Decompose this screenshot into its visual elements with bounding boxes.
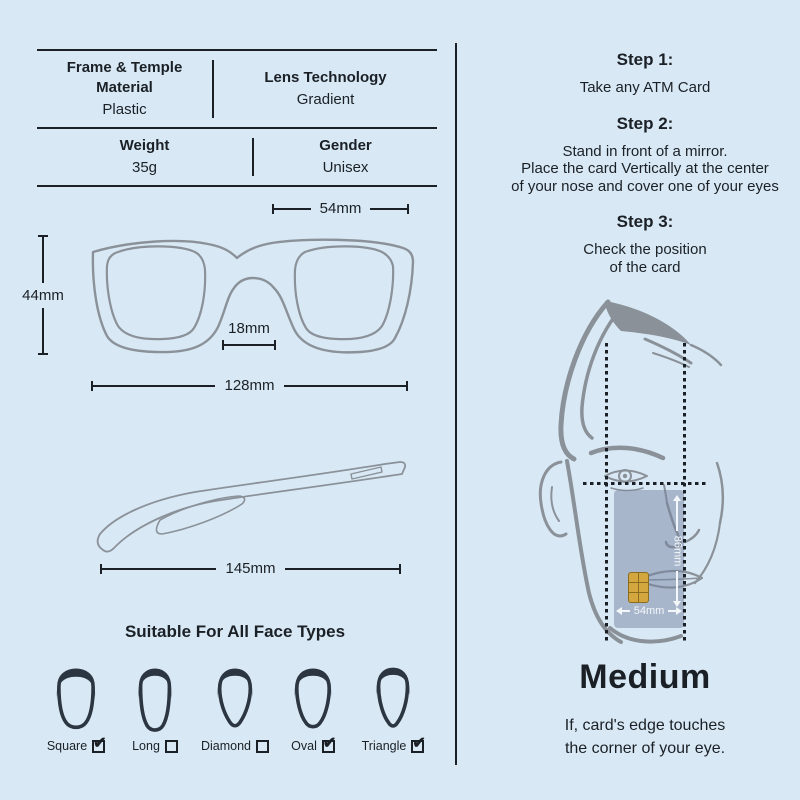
dim-line xyxy=(42,308,44,354)
face-type-oval xyxy=(271,734,355,753)
arrow-right-icon xyxy=(676,607,682,615)
hair xyxy=(218,669,253,698)
dim-line xyxy=(42,237,44,283)
dim-line xyxy=(622,610,630,612)
dotted-guide-left xyxy=(605,343,608,641)
dim-line xyxy=(93,385,215,387)
checkbox-square xyxy=(92,734,107,753)
spec-value: Unisex xyxy=(322,159,369,176)
spec-value: Gradient xyxy=(296,91,355,109)
pupil xyxy=(623,474,627,478)
frame-width-dimension xyxy=(91,378,408,393)
result-size: Medium xyxy=(579,658,711,696)
result-note-line: the corner of your eye. xyxy=(564,740,726,757)
temple-outline xyxy=(98,462,406,552)
ear-outline xyxy=(540,462,566,536)
result-note xyxy=(470,714,800,760)
dim-tick xyxy=(38,353,48,355)
face-type-label: Square xyxy=(46,739,88,753)
spec-cell-gender xyxy=(254,136,437,178)
dim-line xyxy=(274,208,311,210)
frame-width-label: 128mm xyxy=(224,377,275,394)
face-type-diamond xyxy=(193,739,277,753)
spec-table xyxy=(37,49,437,187)
step-text: Take any ATM Card xyxy=(579,79,711,96)
result-note-line: If, card's edge touches xyxy=(564,717,726,734)
hair xyxy=(295,669,331,698)
face-type-triangle xyxy=(351,734,435,753)
face-icon-long xyxy=(128,664,182,738)
face-types-heading: Suitable For All Face Types xyxy=(124,622,346,641)
check-icon: ✔ xyxy=(93,734,107,752)
hair-top xyxy=(605,301,691,345)
spec-cell-weight xyxy=(37,136,252,178)
right-cheek-line xyxy=(717,463,723,523)
lens-height-label: 44mm xyxy=(22,286,64,304)
checkbox-diamond xyxy=(256,740,269,753)
spec-cell-material xyxy=(37,58,212,120)
card-chip-icon xyxy=(628,572,649,603)
spec-value: Plastic xyxy=(102,101,147,118)
dim-line xyxy=(676,501,678,531)
step-2 xyxy=(470,114,800,196)
card-height-dimension xyxy=(670,495,684,607)
hair-right xyxy=(691,345,721,365)
check-icon: ✔ xyxy=(322,734,337,752)
left-lens-outline xyxy=(107,246,205,339)
face-type-label: Long xyxy=(132,739,160,753)
face-type-label: Triangle xyxy=(361,739,407,753)
dim-tick xyxy=(407,204,409,214)
card-height-label: 86mm xyxy=(671,535,683,567)
lens-width-label: 54mm xyxy=(319,200,362,217)
dim-line xyxy=(284,385,406,387)
step-title: Step 1: xyxy=(616,50,674,69)
face-icon-square xyxy=(49,664,103,738)
step-title: Step 3: xyxy=(616,212,674,231)
dim-tick xyxy=(274,340,276,350)
face-outline xyxy=(141,670,170,730)
spec-table-row xyxy=(37,51,437,129)
bridge-dimension xyxy=(222,320,276,350)
lens-height-dimension xyxy=(20,235,66,355)
bridge-label: 18mm xyxy=(228,320,270,337)
face-type-long xyxy=(113,739,197,753)
dim-line xyxy=(370,208,407,210)
step-1 xyxy=(470,50,800,97)
step-text: Check the position xyxy=(583,241,707,258)
temple-arm-sketch xyxy=(90,452,410,560)
dim-line xyxy=(224,344,274,346)
dim-line xyxy=(676,571,678,601)
checkbox-oval xyxy=(322,734,337,753)
checkbox-triangle xyxy=(411,734,426,753)
step-text: Stand in front of a mirror. xyxy=(562,142,728,160)
temple-length-label: 145mm xyxy=(225,560,276,577)
dim-tick xyxy=(406,381,408,391)
step-text: Place the card Vertically at the center xyxy=(521,160,769,177)
step-title: Step 2: xyxy=(616,113,674,133)
temple-inner-curve xyxy=(156,496,244,534)
spec-value: 35g xyxy=(131,159,158,176)
dim-line xyxy=(102,568,216,570)
card-width-label: 54mm xyxy=(633,605,665,617)
dim-line xyxy=(668,610,676,612)
eyebrow xyxy=(591,448,663,458)
dim-line xyxy=(285,568,399,570)
bridge-dim-line xyxy=(222,340,276,350)
checkbox-long xyxy=(165,740,178,753)
spec-cell-lens xyxy=(214,58,437,120)
panel-divider xyxy=(455,43,457,765)
face-icon-diamond xyxy=(208,664,262,738)
spec-table-row xyxy=(37,129,437,187)
lens-width-dimension xyxy=(272,201,409,216)
card-height-label-wrap xyxy=(662,531,693,571)
dim-tick xyxy=(399,564,401,574)
face-type-label: Diamond xyxy=(200,739,252,753)
check-icon: ✔ xyxy=(412,734,426,752)
face-icon-oval xyxy=(286,664,340,738)
ear-inner xyxy=(551,487,559,521)
spec-label: Gender xyxy=(319,136,372,154)
temple-length-dimension xyxy=(100,561,401,576)
face-type-square xyxy=(34,734,118,753)
spec-label: Lens Technology xyxy=(264,68,387,86)
step-text: of your nose and cover one of your eyes xyxy=(511,177,779,195)
hair xyxy=(377,668,410,696)
card-width-dimension xyxy=(616,605,682,617)
chip-line xyxy=(638,573,639,602)
face-icon-triangle xyxy=(366,664,420,738)
right-lens-outline xyxy=(295,246,393,339)
face-type-label: Oval xyxy=(291,739,317,753)
spec-label: Frame & Temple Material xyxy=(66,59,183,96)
dotted-guide-eye-level xyxy=(583,482,706,485)
step-text: of the card xyxy=(609,258,681,276)
step-3 xyxy=(470,212,800,276)
spec-label: Weight xyxy=(119,136,170,154)
measuring-steps xyxy=(470,50,800,293)
